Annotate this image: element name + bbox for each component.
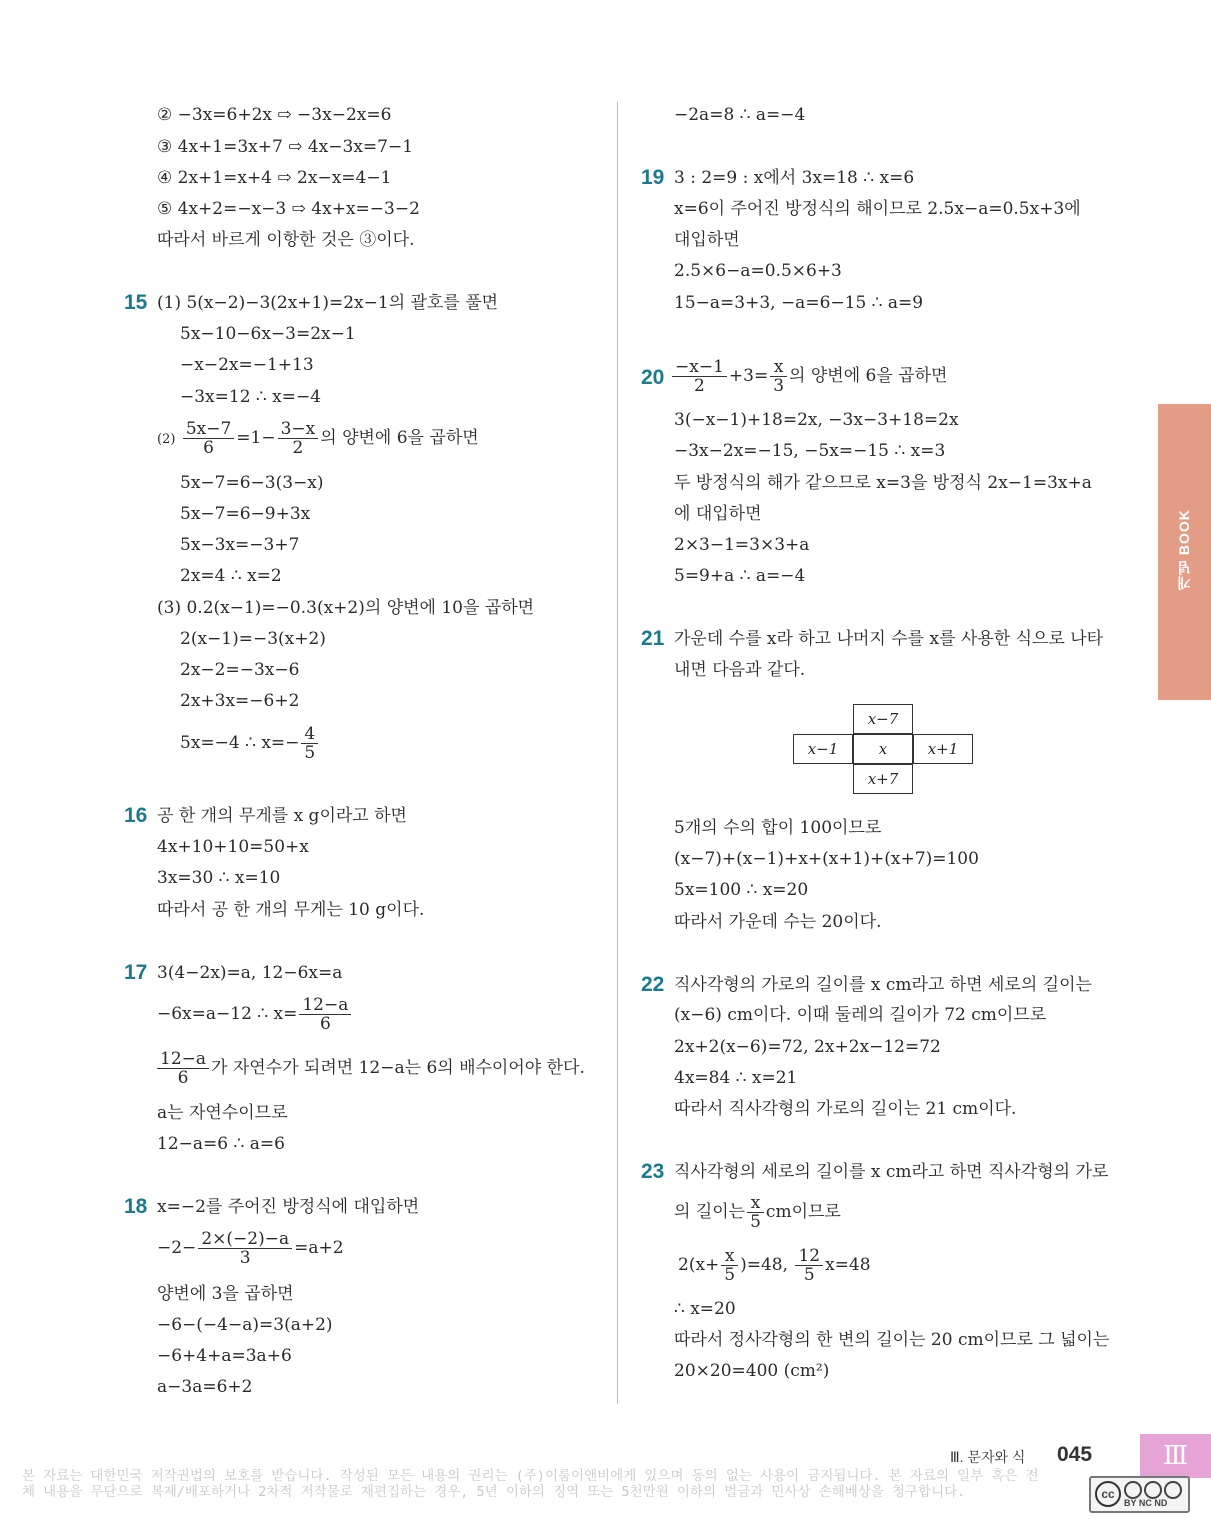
p15-s2-line: 5x−7=6−9+3x	[180, 504, 311, 524]
fraction: $\frac{12-a}{6}$	[157, 1050, 209, 1087]
column-divider	[617, 102, 618, 1404]
p17-line-5: 12−a=6 ∴ a=6	[157, 1134, 285, 1154]
p20-line: 5=9+a ∴ a=−4	[674, 566, 806, 586]
p14-line-4: ④ 2x+1=x+4 ⇨ 2x−x=4−1	[157, 168, 392, 188]
p15-s1-line: −x−2x=−1+13	[180, 355, 314, 375]
p14-line-3: ③ 4x+1=3x+7 ⇨ 4x−3x=7−1	[157, 137, 414, 157]
problem-23-number: 23	[641, 1160, 665, 1183]
p18-continued: −2a=8 ∴ a=−4	[674, 105, 806, 125]
side-tab-label: 개념 BOOK	[1176, 509, 1192, 591]
nd-icon	[1164, 1481, 1182, 1499]
p20-line: 2×3−1=3×3+a	[674, 535, 810, 555]
fraction: $\frac{x}{3}$	[770, 358, 787, 395]
grid-cell-center: x	[853, 734, 913, 764]
p21-line: 가운데 수를 x라 하고 나머지 수를 x를 사용한 식으로 나타	[674, 629, 1104, 649]
p21-after: 5개의 수의 합이 100이므로	[674, 818, 882, 838]
p22-line: 2x+2(x−6)=72, 2x+2x−12=72	[674, 1037, 941, 1057]
problem-19-number: 19	[641, 166, 665, 189]
p20-line: 에 대입하면	[674, 504, 762, 524]
p15-s1-head: (1) 5(x−2)−3(2x+1)=2x−1의 괄호를 풀면	[157, 293, 499, 313]
grid-cell-left: x−1	[793, 734, 853, 764]
number-cross-grid	[793, 704, 973, 794]
p15-s2-line: 2x=4 ∴ x=2	[180, 566, 282, 586]
problem-16-number: 16	[124, 804, 148, 827]
problem-18-number: 18	[124, 1195, 148, 1218]
p15-s2-label: (2)	[157, 432, 176, 447]
p15-s3-line: 2x+3x=−6+2	[180, 691, 300, 711]
p18-line-2: −2− $\frac{2\times(-2)-a}{3}$ =a+2	[157, 1229, 344, 1268]
p22-line: (x−6) cm이다. 이때 둘레의 길이가 72 cm이므로	[674, 1005, 1047, 1025]
fraction: $\frac{4}{5}$	[301, 725, 318, 762]
fraction: $\frac{12}{5}$	[795, 1247, 823, 1284]
p21-after: 따라서 가운데 수는 20이다.	[674, 912, 882, 932]
p14-line-5: ⑤ 4x+2=−x−3 ⇨ 4x+x=−3−2	[157, 199, 420, 219]
p19-line: 2.5×6−a=0.5×6+3	[674, 261, 842, 281]
p17-line-4: a는 자연수이므로	[157, 1103, 288, 1123]
p23-line-4: ∴ x=20	[674, 1299, 736, 1319]
fraction: $\frac{-x-1}{2}$	[672, 358, 727, 395]
p18-line: −6+4+a=3a+6	[157, 1346, 292, 1366]
p19-line: 대입하면	[674, 230, 740, 250]
grid-cell-bottom: x+7	[853, 764, 913, 794]
p18-line: 양변에 3을 곱하면	[157, 1284, 294, 1304]
p23-line-6: 20×20=400 (cm²)	[674, 1361, 830, 1381]
p17-line-2: −6x=a−12 ∴ x= $\frac{12-a}{6}$	[157, 996, 353, 1033]
p17-line-3: $\frac{12-a}{6}$ 가 자연수가 되려면 12−a는 6의 배수이어야 한다.	[157, 1050, 585, 1087]
problem-17-number: 17	[124, 961, 148, 984]
p23-line-2: 의 길이는 $\frac{x}{5}$ cm이므로	[674, 1193, 841, 1232]
by-icon	[1124, 1481, 1142, 1499]
p14-line-2: ② −3x=6+2x ⇨ −3x−2x=6	[157, 105, 392, 125]
p23-line-1: 직사각형의 세로의 길이를 x cm라고 하면 직사각형의 가로	[674, 1162, 1109, 1182]
fraction: $\frac{2\times(-2)-a}{3}$	[198, 1230, 292, 1267]
p19-line: 3 : 2=9 : x에서 3x=18 ∴ x=6	[674, 168, 915, 188]
problem-15-number: 15	[124, 291, 148, 314]
p15-s2-line: 5x−7=6−3(3−x)	[180, 473, 324, 493]
cc-icon: cc	[1095, 1481, 1121, 1507]
p20-line: 3(−x−1)+18=2x, −3x−3+18=2x	[674, 410, 959, 430]
p15-s1-line: −3x=12 ∴ x=−4	[180, 387, 322, 407]
p21-line: 내면 다음과 같다.	[674, 660, 806, 680]
p17-line-1: 3(4−2x)=a, 12−6x=a	[157, 963, 343, 983]
grid-cell-top: x−7	[853, 704, 913, 734]
p20-head: $\frac{-x-1}{2}$ +3= $\frac{x}{3}$ 의 양변에 6을 곱하면	[670, 358, 947, 395]
p18-line: a−3a=6+2	[157, 1377, 253, 1397]
p23-line-3: 2(x+ $\frac{x}{5}$ )=48, $\frac{12}{5}$ x=48	[678, 1246, 871, 1285]
p15-s1-line: 5x−10−6x−3=2x−1	[180, 324, 356, 344]
copyright-notice: 본 자료는 대한민국 저작권법의 보호를 받습니다. 작성된 모든 내용의 권리는 (주)이룸이앤비에게 있으며 동의 없는 사용이 금지됩니다. 본 자료의 일부 혹은 전체 내용을 무단으로 복제/배포하거나 2차적 저작물로 재편집하는 경우, 5년 이하의 징역 또는 5천만원 이하의 벌금과 민사상 손해배상을 청구합니다.	[22, 1468, 1039, 1500]
chapter-label: Ⅲ. 문자와 식	[950, 1449, 1026, 1465]
p20-line: −3x−2x=−15, −5x=−15 ∴ x=3	[674, 441, 946, 461]
fraction: $\frac{3-x}{2}$	[278, 420, 319, 457]
fraction: $\frac{x}{5}$	[747, 1194, 764, 1231]
p20-line: 두 방정식의 해가 같으므로 x=3을 방정식 2x−1=3x+a	[674, 473, 1092, 493]
grid-cell-right: x+1	[913, 734, 973, 764]
p14-conclusion: 따라서 바르게 이항한 것은 ③이다.	[157, 230, 415, 250]
p22-line: 직사각형의 가로의 길이를 x cm라고 하면 세로의 길이는	[674, 975, 1092, 995]
p21-after: 5x=100 ∴ x=20	[674, 880, 809, 900]
p19-line: x=6이 주어진 방정식의 해이므로 2.5x−a=0.5x+3에	[674, 199, 1081, 219]
p16-line: 공 한 개의 무게를 x g이라고 하면	[157, 806, 407, 826]
p15-s2-line: 5x−3x=−3+7	[180, 535, 300, 555]
p15-s2-head: (2) $\frac{5x-7}{6}$ =1− $\frac{3-x}{2}$ 의 양변에 6을 곱하면	[157, 419, 479, 458]
p16-line: 3x=30 ∴ x=10	[157, 868, 281, 888]
fraction: $\frac{12-a}{6}$	[299, 996, 351, 1033]
p15-s3-line: 2(x−1)=−3(x+2)	[180, 629, 326, 649]
p15-s3-last: 5x=−4 ∴ x=− $\frac{4}{5}$	[180, 725, 320, 762]
problem-20-number: 20	[641, 366, 665, 389]
problem-21-number: 21	[641, 627, 665, 650]
problem-22-number: 22	[641, 973, 665, 996]
p15-s3-line: 2x−2=−3x−6	[180, 660, 300, 680]
p16-line: 따라서 공 한 개의 무게는 10 g이다.	[157, 900, 425, 920]
p22-line: 4x=84 ∴ x=21	[674, 1068, 798, 1088]
nc-icon	[1144, 1481, 1162, 1499]
p18-line: −6−(−4−a)=3(a+2)	[157, 1315, 333, 1335]
p21-after: (x−7)+(x−1)+x+(x+1)+(x+7)=100	[674, 849, 979, 869]
p18-line-1: x=−2를 주어진 방정식에 대입하면	[157, 1197, 420, 1217]
page-number: 045	[1057, 1443, 1093, 1466]
p23-line-5: 따라서 정사각형의 한 변의 길이는 20 cm이므로 그 넓이는	[674, 1330, 1110, 1350]
cc-license-tags: BY NC ND	[1124, 1498, 1168, 1508]
cc-license-badge	[1089, 1476, 1190, 1513]
p16-line: 4x+10+10=50+x	[157, 837, 309, 857]
p22-line: 따라서 직사각형의 가로의 길이는 21 cm이다.	[674, 1099, 1017, 1119]
fraction: $\frac{5x-7}{6}$	[183, 420, 234, 457]
p19-line: 15−a=3+3, −a=6−15 ∴ a=9	[674, 293, 924, 313]
chapter-roman-tab: Ⅲ	[1140, 1434, 1211, 1478]
fraction: $\frac{x}{5}$	[721, 1247, 738, 1284]
p15-s3-head: (3) 0.2(x−1)=−0.3(x+2)의 양변에 10을 곱하면	[157, 598, 535, 618]
